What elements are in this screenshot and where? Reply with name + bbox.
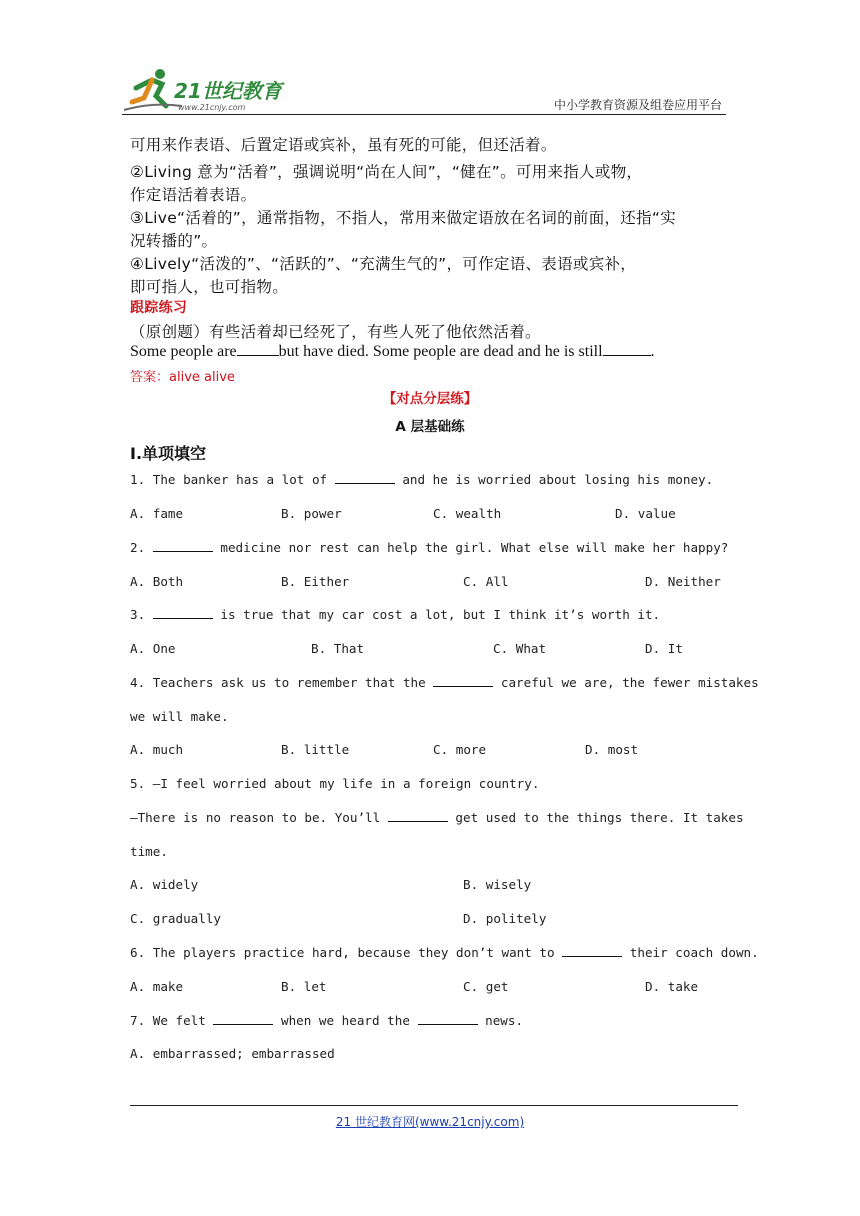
question-3-option-d[interactable]: D. It — [645, 641, 683, 656]
question-5-reply — [130, 810, 744, 825]
question-4-option-a[interactable]: A. much — [130, 742, 184, 757]
question-1-option-c[interactable]: C. wealth — [433, 506, 502, 521]
question-1-option-b[interactable]: B. power — [281, 506, 342, 521]
question-1-options — [130, 506, 730, 524]
question-2-option-a[interactable]: A. Both — [130, 574, 184, 589]
question-2-stem — [130, 540, 728, 555]
question-2-option-b[interactable]: B. Either — [281, 574, 350, 589]
section-title: 【对点分层练】 — [382, 391, 478, 407]
question-4-options — [130, 742, 730, 760]
question-6-option-c[interactable]: C. get — [463, 979, 509, 994]
intro-line-6: ④Lively“活泼的”、“活跃的”、“充满生气的”，可作定语、表语或宾补， — [130, 255, 637, 273]
practice-question: （原创题）有些活着却已经死了，有些人死了他依然活着。 — [130, 323, 541, 341]
intro-line-4: ③Live“活着的”，通常指物，不指人，常用来做定语放在名词的前面，还指“实 — [130, 209, 677, 227]
question-1-option-d[interactable]: D. value — [615, 506, 676, 521]
section-level: A 层基础练 — [395, 419, 465, 435]
question-5-text-b: —There is no reason to be. You’ll — [130, 810, 381, 825]
practice-heading: 跟踪练习 — [130, 300, 188, 316]
question-7-stem — [130, 1013, 523, 1028]
question-4-stem-cont: we will make. — [130, 709, 229, 724]
question-2-option-d[interactable]: D. Neither — [645, 574, 721, 589]
question-2-text-b: medicine nor rest can help the girl. What else will make her happy? — [220, 540, 729, 555]
intro-line-2: ②Living 意为“活着”，强调说明“尚在人间”，“健在”。可用来指人或物， — [130, 163, 643, 181]
question-5-blank[interactable] — [388, 821, 448, 822]
question-2-text-a: 2. — [130, 540, 146, 555]
question-7-option-a[interactable]: A. embarrassed; embarrassed — [130, 1046, 335, 1061]
question-5-option-b[interactable]: B. wisely — [463, 877, 532, 892]
logo-text: 21世纪教育 — [174, 79, 282, 103]
question-4-option-c[interactable]: C. more — [433, 742, 487, 757]
practice-en-part1: Some people are — [130, 343, 237, 360]
question-3-options — [130, 641, 730, 659]
header-platform-text: 中小学教育资源及组卷应用平台 — [553, 98, 722, 112]
section-part: I.单项填空 — [130, 444, 207, 463]
question-1-stem — [130, 472, 713, 487]
question-5-option-d[interactable]: D. politely — [463, 911, 547, 926]
question-4-stem — [130, 675, 759, 690]
intro-line-7: 即可指人，也可指物。 — [130, 278, 289, 296]
question-5-option-a[interactable]: A. widely — [130, 877, 199, 892]
question-6-text-b: their coach down. — [629, 945, 759, 960]
practice-answer: 答案：alive alive — [130, 370, 235, 385]
question-3-option-b[interactable]: B. That — [311, 641, 365, 656]
question-1-blank[interactable] — [335, 483, 395, 484]
question-4-text-a: 4. Teachers ask us to remember that the — [130, 675, 426, 690]
practice-blank-2[interactable] — [603, 355, 651, 356]
question-5-stem: 5. —I feel worried about my life in a foreign country. — [130, 776, 540, 791]
question-6-options — [130, 979, 730, 997]
question-3-text-b: is true that my car cost a lot, but I think it’s worth it. — [220, 607, 661, 622]
footer-divider — [130, 1105, 738, 1106]
question-7-text-b: when we heard the — [281, 1013, 410, 1028]
question-2-options — [130, 574, 730, 592]
practice-en-part3: . — [650, 343, 655, 360]
question-5-text-c: get used to the things there. It takes — [455, 810, 744, 825]
page-header — [122, 66, 726, 118]
question-6-option-a[interactable]: A. make — [130, 979, 184, 994]
footer-link[interactable]: 21 世纪教育网(www.21cnjy.com) — [335, 1115, 525, 1129]
intro-line-3: 作定语活着表语。 — [130, 186, 257, 204]
question-6-text-a: 6. The players practice hard, because they don’t want to — [130, 945, 555, 960]
question-1-text-a: 1. The banker has a lot of — [130, 472, 328, 487]
practice-english — [130, 343, 655, 361]
question-5-options-row-1 — [130, 877, 730, 895]
question-3-blank[interactable] — [153, 618, 213, 619]
practice-blank-1[interactable] — [237, 355, 279, 356]
question-6-stem — [130, 945, 759, 960]
question-4-text-b: careful we are, the fewer mistakes — [500, 675, 759, 690]
question-5-reply-cont: time. — [130, 844, 168, 859]
question-1-option-a[interactable]: A. fame — [130, 506, 184, 521]
question-3-option-a[interactable]: A. One — [130, 641, 176, 656]
question-1-text-b: and he is worried about losing his money. — [402, 472, 714, 487]
question-4-blank[interactable] — [433, 686, 493, 687]
header-divider — [122, 114, 726, 115]
question-5-option-c[interactable]: C. gradually — [130, 911, 221, 926]
intro-line-5: 况转播的”。 — [130, 232, 218, 250]
question-2-blank[interactable] — [153, 551, 213, 552]
question-4-option-b[interactable]: B. little — [281, 742, 350, 757]
question-7-text-a: 7. We felt — [130, 1013, 206, 1028]
question-3-option-c[interactable]: C. What — [493, 641, 547, 656]
question-3-stem — [130, 607, 660, 622]
question-3-text-a: 3. — [130, 607, 146, 622]
question-7-blank-2[interactable] — [418, 1024, 478, 1025]
practice-en-part2: but have died. Some people are dead and he is still — [278, 343, 603, 360]
question-5-options-row-2 — [130, 911, 730, 929]
question-7-blank-1[interactable] — [213, 1024, 273, 1025]
question-6-option-d[interactable]: D. take — [645, 979, 699, 994]
logo — [122, 66, 292, 114]
intro-line-1: 可用来作表语、后置定语或宾补，虽有死的可能，但还活着。 — [130, 136, 557, 154]
question-7-text-c: news. — [485, 1013, 524, 1028]
logo-url: www.21cnjy.com — [178, 103, 246, 112]
question-6-blank[interactable] — [562, 956, 622, 957]
question-4-option-d[interactable]: D. most — [585, 742, 639, 757]
question-2-option-c[interactable]: C. All — [463, 574, 509, 589]
question-6-option-b[interactable]: B. let — [281, 979, 327, 994]
